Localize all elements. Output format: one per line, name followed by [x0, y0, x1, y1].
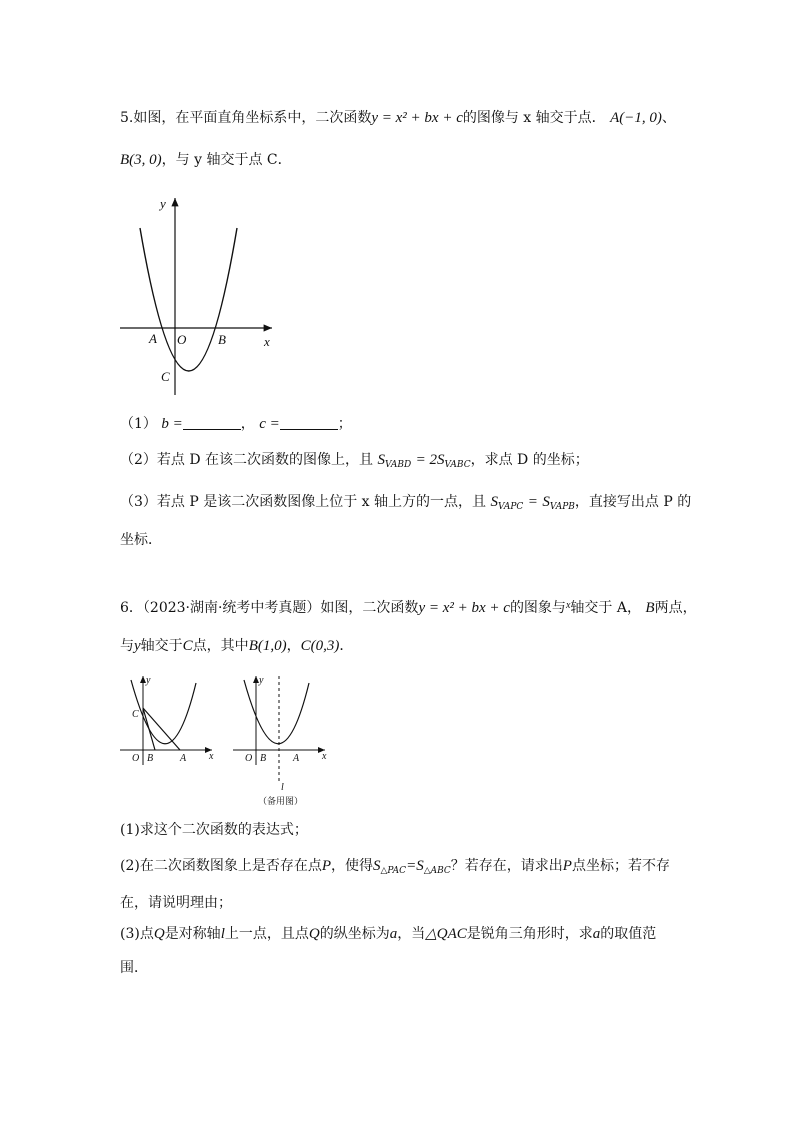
p5-q3 — [120, 492, 691, 517]
p6-q3-g: 的取值范 — [600, 926, 657, 942]
p5-q3-S1-sub: VAPC — [497, 502, 524, 512]
p5-q1-mid: ， — [240, 416, 255, 432]
p6-f1-label-C: C — [132, 709, 139, 720]
p5-label-B: B — [218, 332, 226, 347]
p6-q2-a: (2)在二次函数图象上是否存在点 — [120, 858, 322, 874]
p5-q1-b-blank[interactable] — [183, 415, 241, 430]
p5-q2-pre: （2）若点 D 在该二次函数的图像上，且 — [120, 452, 374, 468]
p5-q2-S2-sub: VABC — [444, 460, 471, 470]
p6-f1-label-A: A — [180, 753, 187, 764]
p6-intro-c: 轴交于 A， — [570, 600, 641, 616]
p6-B-coord: B(1,0) — [248, 638, 287, 654]
p5-pointB: B(3, 0) — [120, 152, 162, 168]
p5-q1 — [120, 414, 352, 434]
p5-label-y: y — [160, 196, 166, 211]
p6-x-small: x — [565, 600, 571, 611]
p6-f2-parabola — [244, 680, 309, 744]
p5-q3-post: ，直接写出点 P 的 — [574, 494, 692, 510]
p6-q3-f: 是锐角三角形时，求 — [466, 926, 593, 942]
p6-q3-l: l — [220, 926, 225, 942]
p6-q3-Q2: Q — [308, 926, 320, 942]
p5-q2-S2: S — [437, 452, 445, 468]
p6-figure-2 — [233, 675, 327, 793]
p5-parabola-curve — [140, 228, 237, 371]
p5-intro-b: 的图像与 x 轴交于点． — [462, 110, 606, 126]
p6-f1-label-y: y — [146, 675, 151, 686]
p5-q2-eq: = 2 — [415, 452, 438, 468]
p6-q2-d: 点坐标；若不存 — [571, 858, 670, 874]
p6-q2-S2: S — [416, 858, 424, 874]
p6-fig2-caption: （备用图） — [258, 797, 304, 807]
p6-q2-S1-sub: △PAC — [380, 866, 407, 876]
p6-line2-b: 轴交于 — [140, 638, 183, 654]
p6-q3-tri: △QAC — [425, 926, 467, 942]
p6-intro-d: 两点， — [654, 600, 697, 616]
p6-line2 — [120, 636, 353, 656]
p6-q1: (1)求这个二次函数的表达式； — [120, 822, 308, 838]
p6-line2-a: 与 — [120, 638, 134, 654]
p6-q3-c: 上一点，且点 — [224, 926, 309, 942]
p6-f2-label-l: l — [281, 782, 284, 793]
p6-f2-label-B: B — [260, 753, 267, 764]
p5-q1-c-blank[interactable] — [280, 415, 338, 430]
p5-label-x: x — [264, 334, 270, 349]
p5-intro-c: ，与 y 轴交于点 C． — [161, 152, 292, 168]
p5-q3-S2-sub: VAPB — [549, 502, 575, 512]
p5-q2 — [120, 450, 589, 475]
p5-q1-pre: （1） — [120, 416, 157, 432]
p6-q2-S2-sub: △ABC — [423, 866, 451, 876]
p6-f1-segment-CA — [143, 708, 180, 750]
p6-intro-b: 的图象与 — [509, 600, 566, 616]
p5-q3-S1: S — [490, 494, 498, 510]
p6-func: y = x² + bx + c — [418, 600, 510, 616]
p6-figure-1 — [120, 675, 214, 765]
p5-line2 — [120, 150, 292, 170]
p5-label-O: O — [177, 332, 187, 347]
p6-q3-Q: Q — [153, 926, 165, 942]
p6-f1-label-x: x — [209, 751, 214, 762]
p6-q2-eq: = — [406, 858, 417, 874]
p6-q2-S1: S — [373, 858, 381, 874]
p6-q3-e: ，当 — [397, 926, 426, 942]
p6-q3 — [120, 924, 656, 944]
p6-line1 — [120, 596, 697, 618]
p5-label-C: C — [161, 369, 170, 384]
p6-f1-label-B: B — [147, 753, 154, 764]
p5-sep: 、 — [661, 110, 676, 126]
p6-intro-a: 6．（2023·湖南·统考中考真题）如图，二次函数 — [120, 600, 419, 616]
p6-q2-P2: P — [562, 858, 572, 874]
p5-q3-pre: （3）若点 P 是该二次函数图像上位于 x 轴上方的一点，且 — [120, 494, 487, 510]
p5-pointA: A(−1, 0) — [610, 110, 662, 126]
p5-func: y = x² + bx + c — [371, 110, 463, 126]
p5-label-A: A — [149, 331, 157, 346]
p5-q3-cont: 坐标． — [120, 532, 162, 548]
p5-q3-S2: S — [542, 494, 550, 510]
p6-f1-label-O: O — [132, 753, 140, 764]
p6-q3-a-var2: a — [592, 926, 601, 942]
p6-line2-end: ． — [339, 638, 354, 654]
p6-q3-a-var: a — [389, 926, 398, 942]
p6-q2-cont: 在，请说明理由； — [120, 895, 232, 911]
p6-f2-label-y: y — [259, 675, 264, 686]
p5-q2-S1: S — [377, 452, 385, 468]
p5-q1-c: c = — [259, 416, 280, 432]
p5-q2-post: ，求点 D 的坐标； — [470, 452, 589, 468]
p6-f2-label-A: A — [293, 753, 300, 764]
p6-q2-P: P — [321, 858, 332, 874]
p5-q1-b: b = — [161, 416, 183, 432]
p6-f1-segment-CB — [143, 708, 155, 750]
p6-y: y — [134, 638, 141, 654]
p6-q3-b: 是对称轴 — [164, 926, 221, 942]
p6-q2-b: ，使得 — [331, 858, 374, 874]
p5-q2-S1-sub: VABD — [384, 460, 412, 470]
p5-line1 — [120, 108, 676, 128]
p6-q3-d: 的纵坐标为 — [319, 926, 390, 942]
p6-f2-label-O: O — [245, 753, 253, 764]
p6-line2-c: 点，其中 — [192, 638, 249, 654]
p5-q1-end: ； — [337, 416, 352, 432]
p6-f1-parabola — [131, 680, 196, 744]
p5-intro-a: 5.如图，在平面直角坐标系中，二次函数 — [120, 110, 372, 126]
p5-q3-eq: = — [527, 494, 538, 510]
p6-q2 — [120, 856, 670, 881]
p6-C: C — [182, 638, 193, 654]
p6-C-coord: C(0,3) — [300, 638, 340, 654]
p6-comma: ， — [286, 638, 301, 654]
p6-f2-label-x: x — [322, 751, 327, 762]
p6-q2-c: ？若存在，请求出 — [450, 858, 563, 874]
p6-q3-a: (3)点 — [120, 926, 154, 942]
p6-q3-cont: 围． — [120, 960, 148, 976]
p6-B: B — [645, 600, 655, 616]
